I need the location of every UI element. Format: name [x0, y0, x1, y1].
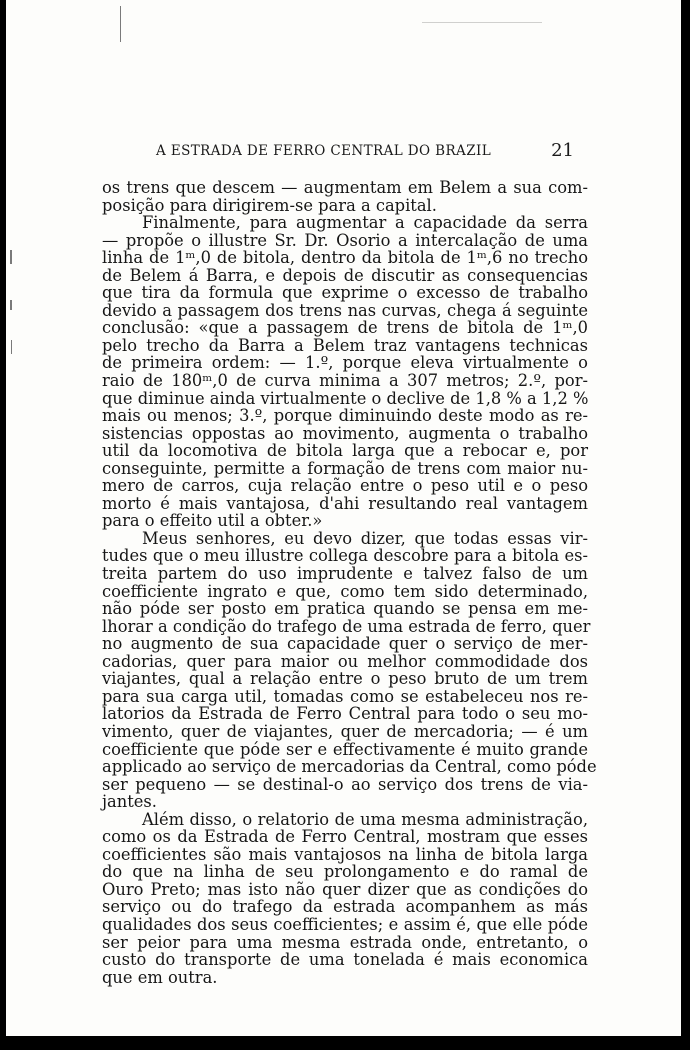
- text-line: para sua carga util, tomadas como se estabeleceu nos re-: [102, 686, 588, 706]
- text-line: no augmento de sua capacidade quer o serviço de mer-: [102, 634, 588, 654]
- scan-speck: [120, 6, 121, 42]
- text-line: sistencias oppostas ao movimento, augmenta o trabalho: [102, 423, 588, 443]
- text-line: de Belem á Barra, e depois de discutir as consequencias: [102, 265, 588, 285]
- running-title: A ESTRADA DE FERRO CENTRAL DO BRAZIL: [156, 143, 492, 159]
- scan-speck: [10, 300, 12, 310]
- text-line: util da locomotiva de bitola larga que a rebocar e, por: [102, 441, 588, 461]
- text-line: pelo trecho da Barra a Belem traz vantagens technicas: [102, 335, 588, 355]
- text-line: não póde ser posto em pratica quando se pensa em me-: [102, 599, 588, 619]
- scan-speck: [422, 22, 542, 23]
- text-line: coefficiente que póde ser e effectivamente é muito grande: [102, 739, 588, 759]
- text-line: treita partem do uso imprudente e talvez falso de um: [102, 564, 588, 584]
- text-line: posição para dirigirem-se para a capital.: [102, 195, 437, 215]
- text-line: Finalmente, para augmentar a capacidade da serra: [142, 213, 588, 233]
- text-line: jantes.: [102, 792, 157, 812]
- text-line: applicado ao serviço de mercadorias da Central, como póde: [102, 757, 597, 777]
- scan-speck: [10, 250, 12, 264]
- text-line: que tira da formula que exprime o excesso de trabalho: [102, 283, 588, 303]
- text-line: Ouro Preto; mas isto não quer dizer que as condições do: [102, 879, 588, 899]
- text-line: serviço ou do trafego da estrada acompanhem as más: [102, 897, 588, 917]
- text-line: conclusão: «que a passagem de trens de bitola de 1ᵐ,0: [102, 318, 588, 338]
- text-line: como os da Estrada de Ferro Central, mostram que esses: [102, 827, 588, 847]
- text-line: linha de 1ᵐ,0 de bitola, dentro da bitola de 1ᵐ,6 no trecho: [102, 248, 588, 268]
- text-line: mero de carros, cuja relação entre o peso util e o peso: [102, 476, 588, 496]
- text-line: custo do transporte de uma tonelada é mais economica: [102, 950, 588, 970]
- text-line: de primeira ordem: — 1.º, porque eleva virtualmente o: [102, 353, 588, 373]
- text-line: latorios da Estrada de Ferro Central para todo o seu mo-: [102, 704, 588, 724]
- text-line: cadorias, quer para maior ou melhor commodidade dos: [102, 651, 588, 671]
- scanned-page: [6, 0, 681, 1036]
- text-line: para o effeito util a obter.»: [102, 511, 323, 531]
- text-line: mais ou menos; 3.º, porque diminuindo deste modo as re-: [102, 406, 588, 426]
- text-line: qualidades dos seus coefficientes; e assim é, que elle póde: [102, 914, 588, 934]
- text-line: raio de 180ᵐ,0 de curva minima a 307 metros; 2.º, por-: [102, 371, 588, 391]
- text-line: os trens que descem — augmentam em Belem a sua com-: [102, 178, 588, 197]
- text-line: que diminue ainda virtualmente o declive de 1,8 % a 1,2 %: [102, 388, 589, 408]
- text-line: — propõe o illustre Sr. Dr. Osorio a intercalação de uma: [102, 230, 588, 250]
- text-line: lhorar a condição do trafego de uma estrada de ferro, quer: [102, 616, 591, 636]
- body-text: [102, 178, 597, 987]
- text-line: ser peior para uma mesma estrada onde, entretanto, o: [102, 932, 588, 952]
- page-number: 21: [551, 140, 574, 161]
- text-line: Além disso, o relatorio de uma mesma administração,: [142, 809, 588, 829]
- text-line: coefficientes são mais vantajosos na linha de bitola larga: [102, 844, 588, 864]
- text-line: Meus senhores, eu devo dizer, que todas essas vir-: [142, 528, 588, 548]
- text-line: tudes que o meu illustre collega descobre para a bitola es-: [102, 546, 588, 566]
- text-line: morto é mais vantajosa, d'ahi resultando real vantagem: [102, 493, 588, 513]
- text-line: coefficiente ingrato e que, como tem sido determinado,: [102, 581, 588, 601]
- scan-speck: [11, 340, 12, 354]
- text-line: do que na linha de seu prolongamento e do ramal de: [102, 862, 588, 882]
- text-line: viajantes, qual a relação entre o peso bruto de um trem: [102, 669, 588, 689]
- text-line: vimento, quer de viajantes, quer de mercadoria; — é um: [102, 721, 588, 741]
- text-line: que em outra.: [102, 967, 218, 987]
- text-line: ser pequeno — se destinal-o ao serviço dos trens de via-: [102, 774, 588, 794]
- text-line: conseguinte, permitte a formação de trens com maior nu-: [102, 458, 588, 478]
- text-line: devido a passagem dos trens nas curvas, chega á seguinte: [102, 300, 588, 320]
